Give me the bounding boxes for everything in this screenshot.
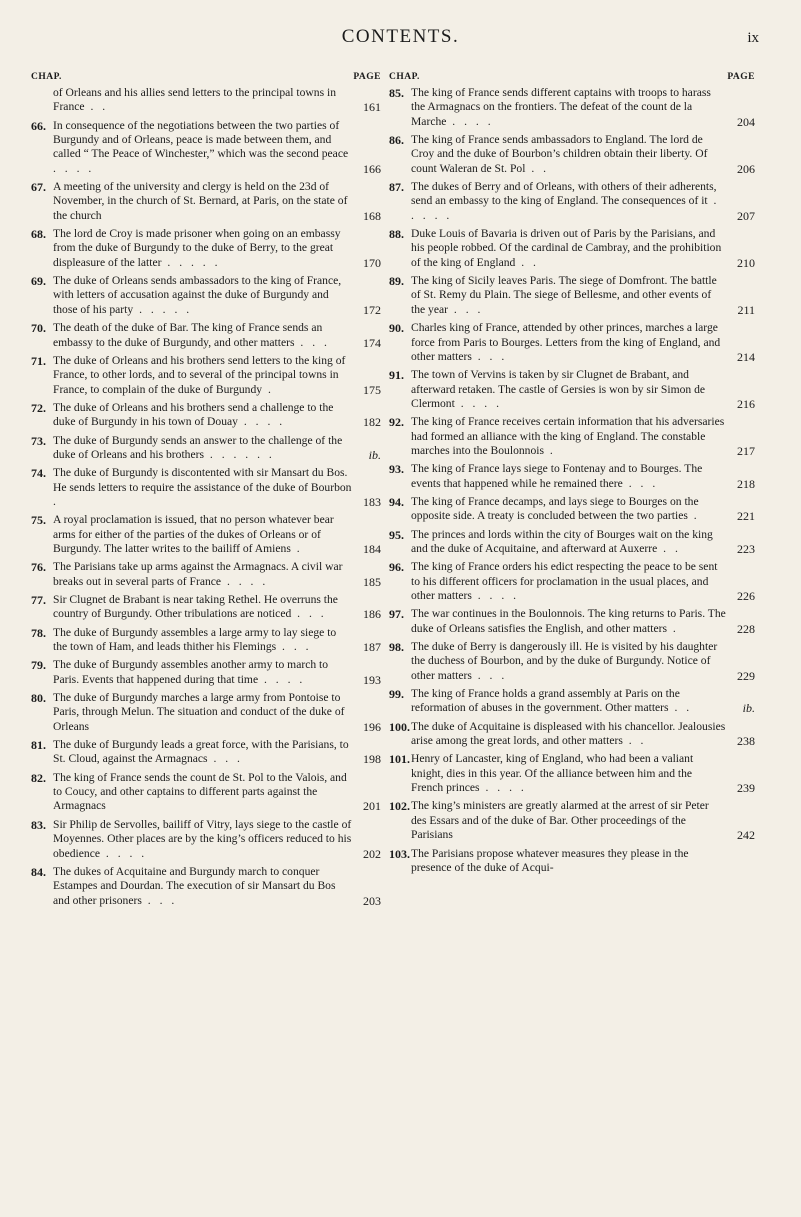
- chapter-summary: The lord de Croy is made prisoner when going on an embassy from the duke of Burgundy to the duke of Berry, to the great displeasure of the latter: [53, 227, 341, 269]
- toc-entry: [389, 321, 761, 364]
- page-reference: 184: [363, 541, 381, 556]
- leader-dots: . .: [515, 255, 539, 269]
- chapter-summary: The duke of Burgundy assembles another army to march to Paris. Events that happened during that time: [53, 658, 329, 686]
- leader-dots: .: [262, 382, 274, 396]
- toc-entry: [389, 528, 761, 557]
- page-header: [0, 26, 801, 54]
- page-reference: 174: [363, 335, 381, 350]
- toc-entry: [31, 354, 387, 397]
- leader-dots: .: [544, 443, 556, 457]
- page-label: PAGE: [353, 72, 381, 82]
- toc-entry: [31, 593, 387, 622]
- page-reference: 211: [737, 302, 755, 317]
- leader-dots: . . .: [291, 607, 327, 621]
- page-reference: 198: [363, 752, 381, 767]
- page-reference: 214: [737, 349, 755, 364]
- chapter-number: 73.: [31, 433, 46, 448]
- toc-entry: [31, 818, 387, 861]
- chapter-number: 83.: [31, 817, 46, 832]
- chapter-summary: The duke of Burgundy is discontented with sir Mansart du Bos. He sends letters to require the assistance of the duke of Bourbon: [53, 466, 352, 494]
- page-reference: 229: [737, 668, 755, 683]
- leader-dots: . . . .: [446, 114, 494, 128]
- chapter-number: 82.: [31, 770, 46, 785]
- page-reference: 182: [363, 415, 381, 430]
- page-reference: 221: [737, 509, 755, 524]
- page-reference: 228: [737, 621, 755, 636]
- leader-dots: . .: [525, 161, 550, 175]
- leader-dots: . . . .: [100, 846, 148, 860]
- page-reference: 218: [737, 476, 755, 491]
- chapter-summary: The king of France sends different captains with troops to harass the Armagnacs on the frontiers. The defeat of the count de la Marche: [411, 86, 711, 128]
- toc-entry: [31, 401, 387, 430]
- leader-dots: . . .: [471, 349, 508, 363]
- chapter-number: 67.: [31, 180, 46, 195]
- page-reference: 172: [363, 302, 381, 317]
- page-reference: 210: [737, 255, 755, 270]
- right-entry-list: [389, 86, 761, 875]
- toc-entry: [389, 847, 761, 876]
- chapter-number: 70.: [31, 321, 46, 336]
- chapter-number: 85.: [389, 86, 404, 100]
- chapter-number: 94.: [389, 494, 404, 509]
- toc-entry: [31, 691, 387, 734]
- chapter-summary: A royal proclamation is issued, that no person whatever bear arms for either of the parties of the dukes of Orleans or of Burgundy. The latter writes to the bailiff of Amiens: [53, 513, 334, 555]
- chapter-summary: The king’s ministers are greatly alarmed at the arrest of sir Peter des Essars and of the duke of Bar. Other proceedings of the Parisians: [411, 799, 709, 842]
- page-reference: 185: [363, 574, 381, 589]
- leader-dots: . . .: [141, 893, 178, 907]
- page-reference: 187: [363, 640, 381, 655]
- toc-entry: [389, 752, 761, 795]
- page-reference: 216: [737, 396, 755, 411]
- chapter-summary: The duke of Acquitaine is displeased with his chancellor. Jealousies arise among the great lords, and other matters: [411, 719, 726, 748]
- toc-entry: [389, 640, 761, 683]
- leader-dots: . . .: [276, 640, 312, 654]
- page-reference: 239: [737, 781, 755, 796]
- leader-dots: . . . . .: [411, 194, 720, 222]
- leader-dots: . . .: [294, 335, 330, 349]
- chapter-number: 88.: [389, 227, 404, 242]
- chapter-number: 74.: [31, 466, 46, 481]
- chapter-summary: The duke of Orleans and his brothers send letters to the king of France, to other lords, and to several of the principal towns in France, to complain of the duke of Burgundy: [53, 353, 346, 396]
- toc-entry: [31, 560, 387, 589]
- toc-entry: [31, 274, 387, 317]
- chapter-summary: In consequence of the negotiations between the two parties of Burgundy and of Orleans, peace is made between them, and called “ The Peace of Winchester,” which was the second peace: [53, 118, 349, 161]
- chapter-number: 72.: [31, 400, 46, 415]
- toc-entry: [389, 415, 761, 458]
- toc-entry: [31, 513, 387, 556]
- left-entry-list: [31, 86, 387, 908]
- chapter-summary: A meeting of the university and clergy is held on the 23d of November, in the church of St. Bernard, at Paris, on the state of the church: [53, 180, 348, 222]
- page-number: ix: [747, 30, 759, 46]
- toc-entry: [31, 626, 387, 655]
- chapter-summary: Duke Louis of Bavaria is driven out of Paris by the Parisians, and his people robbed. Of the cardinal de Cambray, and the prohibition of the king of England: [411, 227, 722, 269]
- leader-dots: . . . .: [454, 396, 502, 410]
- toc-entry: [31, 86, 387, 115]
- page-reference: 223: [737, 541, 755, 556]
- chapter-summary: The town of Vervins is taken by sir Clugnet de Brabant, and afterward retaken. The castle of Gersies is won by sir Simon de Clermont: [411, 368, 706, 410]
- chapter-number: 66.: [31, 118, 46, 133]
- toc-entry: [389, 607, 761, 636]
- page-reference: 183: [363, 494, 381, 509]
- chapter-number: 76.: [31, 560, 46, 575]
- leader-dots: .: [290, 541, 303, 555]
- chapter-summary: The Parisians propose whatever measures they please in the presence of the duke of Acqui-: [411, 846, 689, 874]
- toc-entry: [31, 771, 387, 814]
- leader-dots: . . .: [448, 302, 484, 316]
- chap-label: CHAP.: [389, 72, 420, 82]
- chapter-number: 93.: [389, 462, 404, 477]
- page-reference: 207: [737, 208, 755, 223]
- chapter-number: 91.: [389, 368, 404, 383]
- leader-dots: . . . . . .: [204, 447, 275, 461]
- chapter-number: 96.: [389, 560, 404, 575]
- toc-entry: [31, 466, 387, 509]
- toc-entry: [389, 560, 761, 603]
- chapter-number: 78.: [31, 625, 46, 640]
- right-column: [389, 72, 761, 879]
- page-reference: 161: [363, 100, 381, 115]
- chapter-number: 98.: [389, 640, 404, 655]
- page-reference: 201: [363, 799, 381, 814]
- chapter-summary: The duke of Burgundy leads a great force, with the Parisians, to St. Cloud, against the Armagnacs: [53, 738, 349, 766]
- leader-dots: . . . . .: [133, 302, 193, 316]
- chapter-number: 68.: [31, 227, 46, 242]
- chapter-summary: The duke of Orleans sends ambassadors to the king of France, with letters of accusation against the duke of Burgundy and those of his party: [53, 274, 342, 316]
- toc-entry: [31, 119, 387, 176]
- page-label: PAGE: [727, 72, 755, 82]
- chapter-summary: Sir Clugnet de Brabant is near taking Rethel. He overruns the country of Burgundy. Other tribulations are noticed: [53, 593, 338, 621]
- leader-dots: . . . .: [53, 161, 95, 175]
- chapter-summary: The princes and lords within the city of Bourges wait on the king and the duke of Acquitaine, and afterward at Auxerre: [411, 527, 713, 555]
- chapter-summary: Charles king of France, attended by other princes, marches a large force from Paris to Bourges. Letters from the king of England, and other matters: [411, 321, 721, 363]
- chapter-summary: The duke of Burgundy assembles a large army to lay siege to the town of Ham, and leads thither his Flemings: [53, 625, 337, 654]
- leader-dots: .: [666, 621, 679, 635]
- leader-dots: . . .: [622, 476, 659, 490]
- page-reference: ib.: [742, 701, 755, 716]
- leader-dots: . .: [668, 701, 693, 715]
- chapter-summary: of Orleans and his allies send letters to the principal towns in France: [53, 86, 337, 114]
- leader-dots: .: [687, 509, 700, 523]
- page-reference: 166: [363, 161, 381, 176]
- leader-dots: .: [53, 494, 59, 508]
- chapter-summary: Sir Philip de Servolles, bailiff of Vitry, lays siege to the castle of Moyennes. Other places are by the king’s officers reduced to his obedience: [53, 817, 352, 860]
- right-column-header: [389, 72, 761, 86]
- page-reference: 168: [363, 208, 381, 223]
- toc-entry: [389, 462, 761, 491]
- page-reference: 203: [363, 893, 381, 908]
- toc-entry: [389, 86, 761, 129]
- toc-entry: [389, 368, 761, 411]
- chapter-number: 102.: [389, 799, 410, 814]
- page-reference: 204: [737, 114, 755, 129]
- toc-entry: [31, 738, 387, 767]
- toc-entry: [31, 434, 387, 463]
- toc-entry: [389, 180, 761, 223]
- leader-dots: . . . .: [479, 781, 527, 795]
- chapter-number: 99.: [389, 687, 404, 702]
- chapter-summary: The dukes of Acquitaine and Burgundy march to conquer Estampes and Dourdan. The execution of sir Mansart du Bos and other prisoners: [53, 864, 336, 907]
- page-reference: 242: [737, 828, 755, 843]
- chapter-number: 97.: [389, 607, 404, 622]
- chapter-summary: The king of France decamps, and lays siege to Bourges on the opposite side. A treaty is concluded between the two parties: [411, 494, 699, 523]
- page-reference: 170: [363, 255, 381, 270]
- chapter-number: 90.: [389, 321, 404, 336]
- chapter-summary: The duke of Burgundy sends an answer to the challenge of the duke of Orleans and his brothers: [53, 433, 343, 461]
- page-reference: 206: [737, 161, 755, 176]
- toc-entry: [389, 274, 761, 317]
- leader-dots: . . . .: [258, 672, 306, 686]
- chapter-number: 100.: [389, 719, 410, 734]
- toc-entry: [31, 321, 387, 350]
- chapter-summary: The Parisians take up arms against the Armagnacs. A civil war breaks out in several parts of France: [53, 560, 343, 588]
- page-reference: ib.: [368, 447, 381, 462]
- toc-entry: [31, 227, 387, 270]
- chapter-summary: The king of France lays siege to Fontenay and to Bourges. The events that happened while he remained there: [411, 462, 703, 490]
- toc-entry: [389, 687, 761, 716]
- chap-label: CHAP.: [31, 72, 62, 82]
- chapter-number: 86.: [389, 133, 404, 148]
- chapter-summary: The king of France sends ambassadors to England. The lord de Croy and the duke of Bourbon’s children obtain their liberty. Of count Waleran de St. Pol: [411, 133, 708, 175]
- page-reference: 217: [737, 443, 755, 458]
- toc-entry: [389, 720, 761, 749]
- leader-dots: . .: [622, 734, 647, 748]
- chapter-summary: Henry of Lancaster, king of England, who had been a valiant knight, dies in this year. Of the alliance between him and the French princes: [411, 752, 694, 795]
- leader-dots: . .: [84, 100, 109, 114]
- chapter-summary: The king of France orders his edict respecting the peace to be sent to his different officers for proclamation in the usual places, and other matters: [411, 560, 718, 602]
- page-reference: 238: [737, 734, 755, 749]
- chapter-number: 87.: [389, 180, 404, 195]
- leader-dots: . . .: [471, 668, 508, 682]
- chapter-number: 71.: [31, 353, 46, 368]
- chapter-summary: The king of France holds a grand assembly at Paris on the reformation of abuses in the government. Other matters: [411, 687, 680, 715]
- chapter-summary: The duke of Burgundy marches a large army from Pontoise to Paris, through Melun. The situation and conduct of the duke of Orleans: [53, 691, 345, 733]
- left-column: [31, 72, 387, 912]
- chapter-number: 81.: [31, 738, 46, 753]
- toc-entry: [31, 180, 387, 223]
- page-title: CONTENTS.: [341, 26, 460, 47]
- chapter-number: 92.: [389, 415, 404, 430]
- toc-entry: [31, 658, 387, 687]
- chapter-summary: The dukes of Berry and of Orleans, with others of their adherents, send an embassy to the king of England. The consequences of it: [411, 180, 717, 208]
- page-reference: 175: [363, 382, 381, 397]
- chapter-number: 79.: [31, 658, 46, 673]
- chapter-summary: The duke of Berry is dangerously ill. He is visited by his daughter the duchess of Bourbon, and by the duke of Burgundy. Notice of other matters: [411, 640, 718, 682]
- toc-entry: [389, 133, 761, 176]
- leader-dots: . . . .: [237, 415, 286, 429]
- chapter-number: 77.: [31, 593, 46, 607]
- page-reference: 196: [363, 719, 381, 734]
- toc-entry: [31, 865, 387, 908]
- chapter-number: 80.: [31, 691, 46, 706]
- chapter-summary: The king of Sicily leaves Paris. The siege of Domfront. The battle of St. Remy du Plain. The siege of Bellesme, and other events of the year: [411, 274, 717, 316]
- leader-dots: . . .: [207, 752, 243, 766]
- chapter-number: 101.: [389, 752, 410, 767]
- page-reference: 226: [737, 589, 755, 603]
- chapter-summary: The war continues in the Boulonnois. The king returns to Paris. The duke of Orleans satisfies the English, and other matters: [411, 607, 726, 635]
- toc-entry: [389, 495, 761, 524]
- toc-entry: [389, 799, 761, 842]
- chapter-summary: The duke of Orleans and his brothers send a challenge to the duke of Burgundy in his town of Douay: [53, 400, 334, 429]
- toc-entry: [389, 227, 761, 270]
- chapter-number: 75.: [31, 513, 46, 528]
- page-reference: 193: [363, 672, 381, 687]
- chapter-number: 95.: [389, 527, 404, 542]
- chapter-summary: The king of France receives certain information that his adversaries had formed an alliance with the king of England. The constable marches into the Boulonnois: [411, 415, 725, 457]
- chapter-number: 89.: [389, 274, 404, 289]
- leader-dots: . . . .: [471, 589, 520, 602]
- leader-dots: . .: [657, 541, 681, 555]
- left-column-header: [31, 72, 387, 86]
- page-reference: 202: [363, 846, 381, 861]
- chapter-number: 69.: [31, 274, 46, 289]
- chapter-summary: The death of the duke of Bar. The king of France sends an embassy to the duke of Burgundy, and other matters: [53, 321, 323, 349]
- leader-dots: . . . .: [221, 574, 269, 588]
- leader-dots: . . . . .: [161, 255, 221, 269]
- chapter-summary: The king of France sends the count de St. Pol to the Valois, and to Coucy, and other captains to different parts against the Armagnacs: [53, 770, 347, 813]
- chapter-number: 84.: [31, 864, 46, 879]
- chapter-number: 103.: [389, 846, 410, 861]
- page-reference: 186: [363, 607, 381, 622]
